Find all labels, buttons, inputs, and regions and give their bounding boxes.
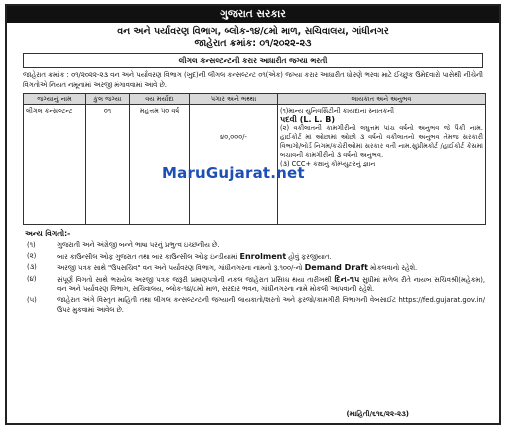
cell-age: મહત્તમ ૫૦ વર્ષ xyxy=(130,105,190,225)
advertisement-page xyxy=(5,4,501,425)
note-number: (૫) xyxy=(27,295,37,304)
list-item xyxy=(27,252,485,263)
qualification-1-degree: પદવી (L. L. B) xyxy=(280,115,335,124)
cell-pay: ૪૦,૦૦૦/- xyxy=(190,105,278,225)
list-item xyxy=(27,263,485,274)
note-text xyxy=(57,252,485,263)
advertisement-number: જાહેરાત ક્રમાંક: ૦૧/૨૦૨૨-૨૩ xyxy=(194,38,312,49)
note-bold-text: Demand Draft xyxy=(304,263,368,273)
publication-code: (માહિતી/૬૧૬/૨૨-૨૩) xyxy=(346,410,409,418)
table-header-row xyxy=(24,94,486,105)
watermark-text: MaruGujarat.net xyxy=(162,164,305,182)
header-qualification: લાયકાત અને અનુભવ xyxy=(278,94,486,105)
intro-paragraph: જાહેરાત ક્રમાંક : ૦૧/૨૦૨૨-૨૩ વન અને પર્યાવરણ વિભાગ (ખુદ)ની લીગલ કન્સલ્ટન્ટ ૦૧(એક) જગ્યા કરાર આધારીત ધોરણે ભરવા માટે ઈચ્છુક ઉમેદવારો પાસેથી નીચેની વિગતોએ નિયત નમૂનામાં અરજી મંગાવવામાં આવે છે. xyxy=(23,71,483,89)
cell-post: લીગલ કન્સલ્ટન્ટ xyxy=(24,105,86,225)
note-number: (૧) xyxy=(27,241,36,249)
qualification-1: (૧)માન્ય યુનિવર્સિટીની કાયદાના સ્નાતકની xyxy=(280,107,395,115)
note-text-part: મોકલવાનો રહેશે. xyxy=(367,264,418,273)
note-bold-text: Enrolment xyxy=(239,251,287,261)
note-bold-text: દિન-૧૫ xyxy=(334,274,360,284)
note-text xyxy=(57,275,485,295)
other-details-title: અન્ય વિગતો:- xyxy=(25,229,71,238)
header-pay: પગાર અને ભથ્થા xyxy=(190,94,278,105)
cell-count: ૦૧ xyxy=(86,105,130,225)
department-address: વન અને પર્યાવરણ વિભાગ, બ્લોક-૧૪/૮મો માળ, સચિવાલય, ગાંધીનગર xyxy=(117,26,389,37)
note-number: (૪) xyxy=(27,274,37,283)
note-text: જાહેરાત અંગે વિસ્તૃત માહિતી તથા લીગલ કન્સલ્ટન્ટની જગ્યાની લાયકાતો/શરતો અને ફરજો/કામગીરી વિભાગની વેબસાઈટ https://fed.gujarat.gov.in/ ઉપર મુકવામાં આવેલ છે. xyxy=(57,295,485,314)
note-text-part: અરજી પત્રક સાથે "ઉપસચિવ" વન અને પર્યાવરણ વિભાગ, ગાંધીનગરના નામનો રૂ.૧૦૦/-નો xyxy=(57,264,305,273)
note-text-part: સુધીમાં મળેલ રીતે નાયબ સચિવશ્રી(મહેકમ), વન અને પર્યાવરણ વિભાગ, સચિવાલય, બ્લોક-૧૪/૮મો માળ, સરદાર ભવન, ગાંધીનગરના નામે મોકલી આપવાની રહેશે. xyxy=(57,275,486,294)
other-details-list xyxy=(27,241,485,315)
header-post-name: જગ્યાનું નામ xyxy=(24,94,86,105)
cell-qualification xyxy=(278,105,486,225)
list-item xyxy=(27,275,485,295)
note-text: ગુજરાતી અને અંગ્રેજી બન્ને ભાષા પરનું પ્રભુત્વ ઇચ્છનીય છે. xyxy=(57,241,220,249)
note-text xyxy=(57,263,485,274)
note-number: (૩) xyxy=(27,263,37,272)
list-item xyxy=(27,296,485,315)
recruitment-subheading: લીગલ કન્સલ્ટન્ટની કરાર આધારીત જગ્યા ભરતી xyxy=(23,53,483,68)
qualification-2: (૨) વકીલાતની કામગીરીનો લઘુત્તમ પાંચ વર્ષનો અનુભવ જે પૈકી નામ. હાઈકોર્ટ માં ઓછામાં ઓછો ૩ વર્ષનો વકીલાતનો અનુભવ તેમજ સરકારી વિભાગો/બોર્ડ નિગમ/કચેરીઓમાં સરકાર વતી નામ.સુપ્રીમકોર્ટ /હાઈકોર્ટ કેસમાં બચાવની કામગીરીનો ૩ વર્ષનો અનુભવ. xyxy=(280,124,483,159)
header-total-posts: કુલ જગ્યા xyxy=(86,94,130,105)
note-text-part: સંપૂર્ણ વિગતો સાથે ભરાયેલ અરજી પત્રક જરૂરી પ્રમાણપત્રોની નકલ જાહેરાત પ્રસિધ્ધ થયા તારીખથી xyxy=(57,275,335,284)
government-banner: ગુજરાત સરકાર xyxy=(7,6,499,23)
qualification-3: (૩) CCC+ કક્ષાનું કોમ્પ્યુટરનું જ્ઞાન xyxy=(280,160,376,168)
note-text-part: હોવું ફરજીયાત. xyxy=(286,252,332,261)
header-age-limit: વય મર્યાદા xyxy=(130,94,190,105)
note-text-part: બાર કાઉન્સીલ ઓફ ગુજરાત તથા બાર કાઉન્સીલ ઓફ ઇન્ડીયામાં xyxy=(57,252,240,261)
note-number: (૨) xyxy=(27,251,37,260)
post-details-table xyxy=(23,93,486,225)
list-item xyxy=(27,241,485,251)
